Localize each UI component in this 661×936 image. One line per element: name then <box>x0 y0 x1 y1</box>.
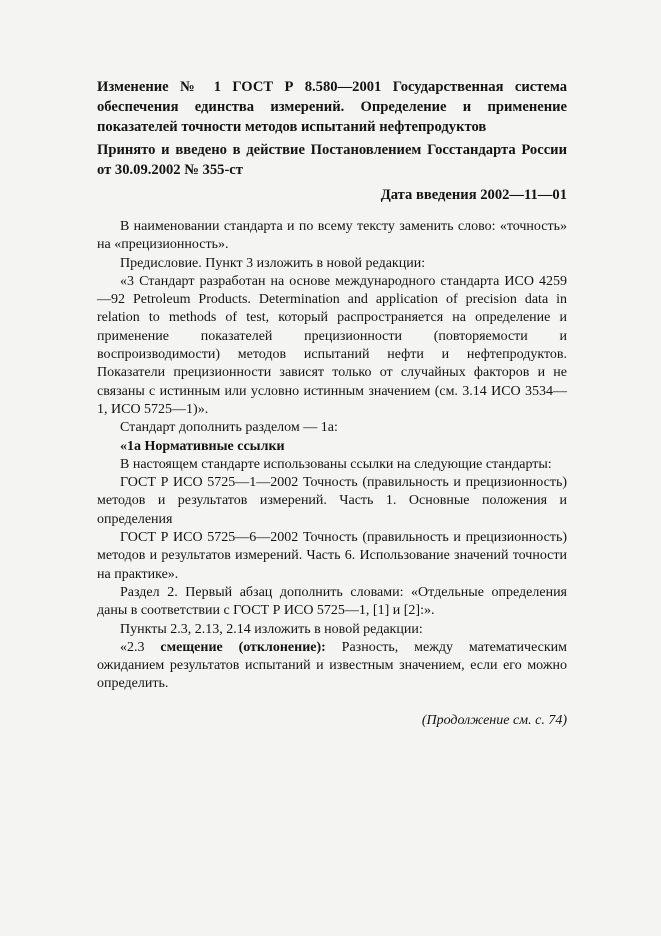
amendment-body <box>97 218 567 694</box>
paragraph-reference-iso-5725-1: ГОСТ Р ИСО 5725—1—2002 Точность (правильность и прецизионность) методов и результатов измерений. Часть 1. Основные положения и определения <box>97 475 567 527</box>
definition-term: смещение (отклонение): <box>160 639 326 655</box>
document-content <box>97 77 567 729</box>
continuation-note: (Продолжение см. с. 74) <box>421 712 567 728</box>
definition-text: Разность, между математическим ожиданием результатов испытаний и известным значением, если его можно определить. <box>97 639 568 692</box>
amendment-title: Изменение № 1 ГОСТ Р 8.580—2001 Государственная система обеспечения единства измерений. Определение и применение показателей точности методов испытаний нефтепродуктов <box>97 79 567 135</box>
paragraph-rename-term: В наименовании стандарта и по всему тексту заменить слово: «точность» на «прецизионность». <box>97 219 567 253</box>
adoption-statement: Принято и введено в действие Постановлением Госстандарта России от 30.09.2002 № 355-ст <box>97 142 567 178</box>
paragraph-definition-2-3 <box>97 639 567 694</box>
paragraph-add-section: Стандарт дополнить разделом — 1а: <box>120 420 338 436</box>
paragraph-reference-iso-5725-6: ГОСТ Р ИСО 5725—6—2002 Точность (правильность и прецизионность) методов и результатов измерений. Часть 6. Использование значений точности на практике». <box>97 530 567 582</box>
definition-number: «2.3 <box>120 639 161 655</box>
paragraph-foreword-instruction: Предисловие. Пункт 3 изложить в новой редакции: <box>120 255 426 271</box>
section-heading-normative-references: «1а Нормативные ссылки <box>120 438 285 454</box>
paragraph-items-new-edition: Пункты 2.3, 2.13, 2.14 изложить в новой редакции: <box>120 621 423 637</box>
introduction-date: Дата введения 2002—11—01 <box>380 187 567 203</box>
paragraph-section-2-addition: Раздел 2. Первый абзац дополнить словами: «Отдельные определения даны в соответствии с ГОСТ Р ИСО 5725—1, [1] и [2]:». <box>97 584 567 619</box>
paragraph-references-intro: В настоящем стандарте использованы ссылки на следующие стандарты: <box>120 456 552 472</box>
paragraph-foreword-item-3: «3 Стандарт разработан на основе международного стандарта ИСО 4259—92 Petroleum Products. Determination and application of precision data in relation to methods of test, который распространяется на определение и применение показателей прецизионности (повторяемости и воспроизводимости) методов испытаний нефти и нефтепродуктов. Показатели прецизионности зависят только от случайных факторов и не связаны с истинным или условно истинным значением (см. 3.14 ИСО 3534—1, ИСО 5725—1)». <box>97 273 567 417</box>
